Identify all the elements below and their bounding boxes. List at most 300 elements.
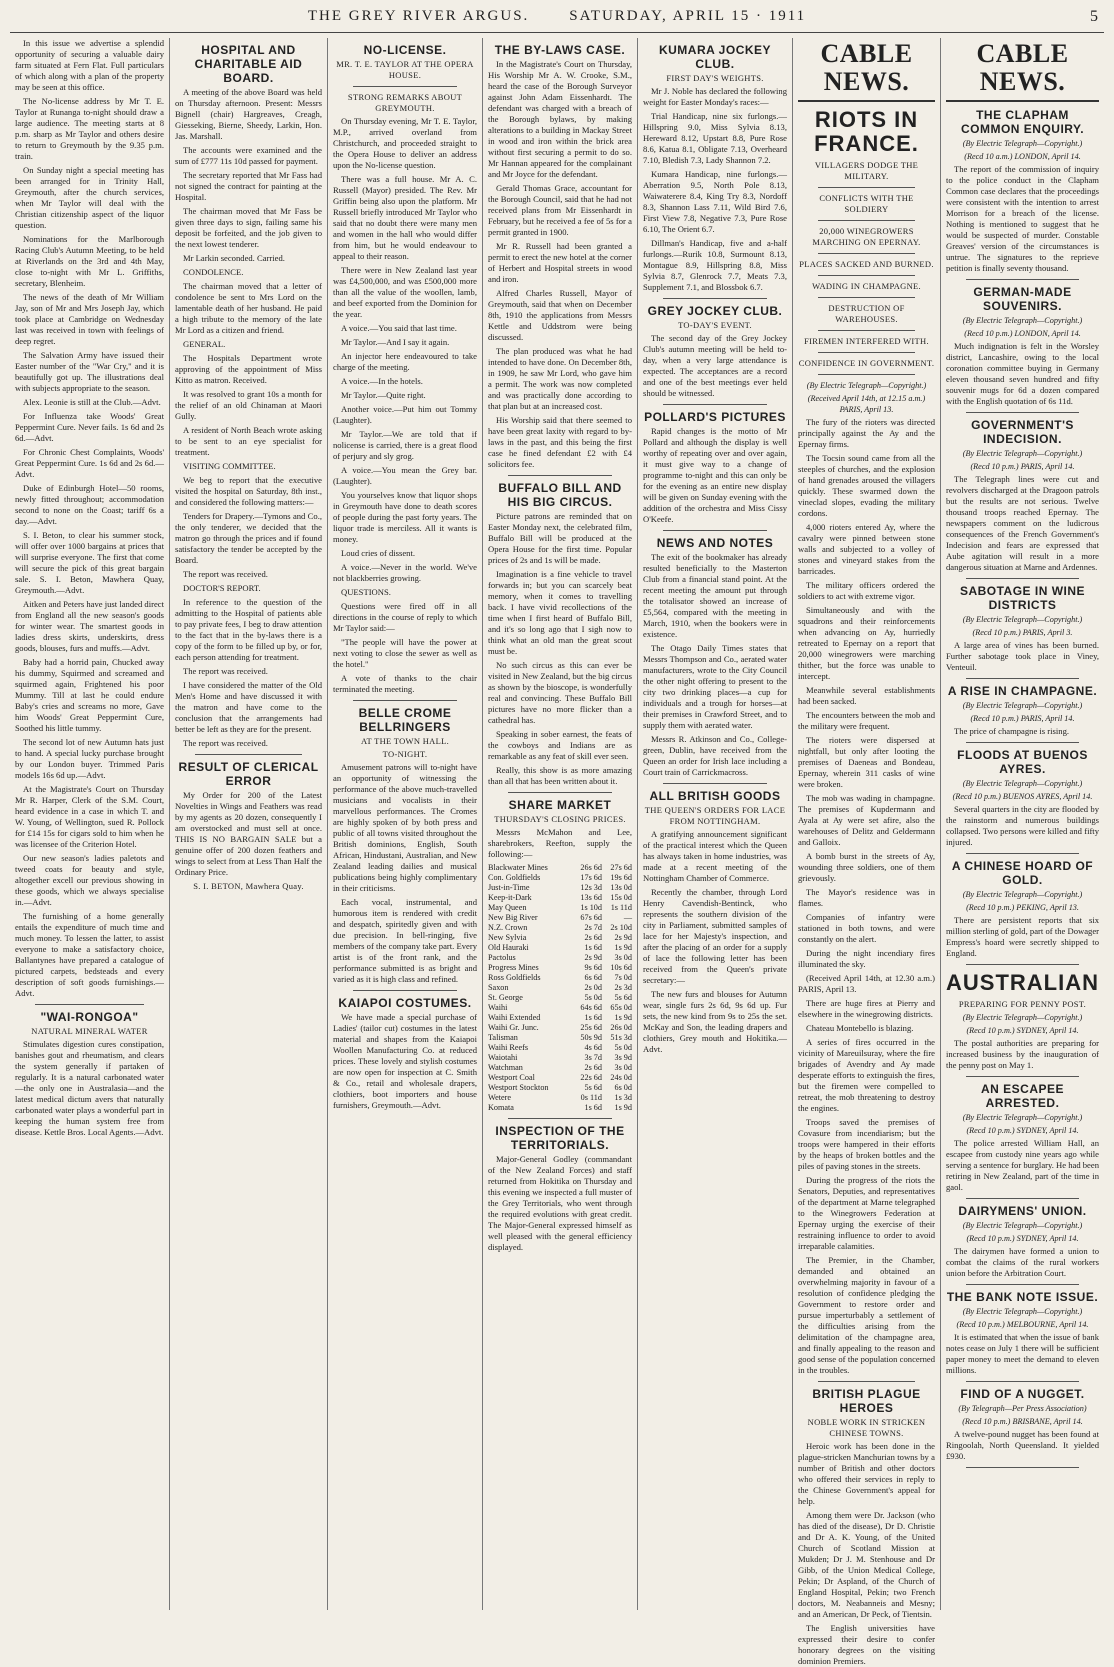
newspaper-title: THE GREY RIVER ARGUS. bbox=[307, 8, 530, 24]
table-row bbox=[488, 1013, 632, 1023]
cable-section-meta: (By Electric Telegraph—Copyright.) bbox=[962, 1307, 1083, 1316]
share-name: Wetere bbox=[488, 1093, 511, 1102]
divider bbox=[818, 297, 915, 298]
table-row bbox=[488, 993, 632, 1003]
article-paragraph: Among them were Dr. Jackson (who has died of the disease), Dr D. Christie and Dr A. K. Young, of the United Church of Scotland Mission at Mukden; Dr J. M. Stenhouse and Dr Gibb, of the Union Medical College, Pekin; Dr Aspland, of the Church of England Hospital, Pekin; two French doctors, M. Neabanneis and Mesny; and an American, Dr Peck, of Tientsin. bbox=[798, 1510, 935, 1619]
article-paragraph: The Mayor's residence was in flames. bbox=[798, 887, 935, 908]
clerical-error-ad-text: My Order for 200 of the Latest Novelties in Wings and Feathers was read by my agents as 20 dozen, consequently I am overstocked and must sell at once. THIS IS NO BARGAIN SALE but a genuine offer of 200 dozen feathers and wings to select from at Less Than Half the Ordinary Price. bbox=[175, 790, 322, 877]
table-row bbox=[488, 1083, 632, 1093]
share-market-title: SHARE MARKET bbox=[508, 798, 612, 812]
riots-subheading: FIREMEN INTERFERED WITH. bbox=[804, 336, 929, 346]
divider bbox=[966, 964, 1079, 965]
buffalo-bill-title: BUFFALO BILL AND HIS BIG CIRCUS. bbox=[498, 481, 622, 509]
share-price: 26s 0d bbox=[610, 1023, 632, 1032]
share-price: 64s 6d bbox=[580, 1003, 602, 1012]
table-row bbox=[488, 953, 632, 963]
share-price: 17s 6d bbox=[580, 873, 602, 882]
table-row bbox=[488, 983, 632, 993]
issue-date: SATURDAY, APRIL 15 · 1911 bbox=[569, 8, 807, 24]
share-price: 2s 6d bbox=[584, 1063, 602, 1072]
cable-section-received: (Recd 10 p.m.) SYDNEY, April 14. bbox=[966, 1126, 1079, 1135]
article-paragraph: The Premier, in the Chamber, demanded and obtained an overwhelming majority in favour of a resolution of confidence pledging the Government to restore order and pursue imperturbably a settlement of the difficulties arising from the delimitation of the champagne area, and finally appealing to the reason and good sense of the population concerned in the troubles. bbox=[798, 1255, 935, 1375]
kaiapoi-title: KAIAPOI COSTUMES. bbox=[338, 996, 472, 1010]
article-paragraph: Mr J. Noble has declared the following weight for Easter Monday's races:— bbox=[643, 86, 787, 107]
table-row bbox=[488, 1033, 632, 1043]
column-7 bbox=[940, 38, 1104, 1610]
article-paragraph: Simultaneously and with the squadrons and their reinforcements when advancing on Ay, hurriedly retreated to Epernay on a report that 20,000 winegrowers were marching thither, but the force was unable to intercept. bbox=[798, 605, 935, 681]
article-paragraph: Recently the chamber, through Lord Henry Cavendish-Bentinck, who represents the southern division of the city in Parliament, submitted samples of lace for her Majesty's inspection, and after the placing of an order for a supply of lace the following letter has been received from the Queen's private secretary:— bbox=[643, 887, 787, 985]
no-license-subtitle-1: MR. T. E. TAYLOR AT THE OPERA HOUSE. bbox=[336, 59, 474, 80]
cable-section-received: (Recd 10 p.m.) PEKING, April 13. bbox=[966, 903, 1079, 912]
share-price: 2s 9d bbox=[584, 953, 602, 962]
article-paragraph: A voice.—In the hotels. bbox=[341, 376, 423, 386]
article-paragraph: A resident of North Beach wrote asking to be sent to an eye specialist for treatment. bbox=[175, 425, 322, 457]
share-name: Waiotahi bbox=[488, 1053, 518, 1062]
share-price: 2s 6d bbox=[584, 933, 602, 942]
share-name: Blackwater Mines bbox=[488, 863, 548, 872]
article-paragraph: The fury of the rioters was directed principally against the Ay and the Epernay firms. bbox=[798, 417, 935, 449]
share-price: 1s 6d bbox=[584, 1103, 602, 1112]
article-paragraph: Rapid changes is the motto of Mr Pollard and although the display is well worthy of repeating over and over again, it must give way to a change of programme to-night and this can only be for the evening as an entire new display will be given on Sunday evening with the addition of the orchestra and Miss Cissy O'Keefe. bbox=[643, 426, 787, 524]
article-paragraph: Messrs R. Atkinson and Co., College-green, Dublin, have received from the Queen an order for Irish lace including a Court train of Carrickmacross. bbox=[643, 734, 787, 777]
cable-section-meta: (By Electric Telegraph—Copyright.) bbox=[962, 615, 1083, 624]
share-name: Waihi bbox=[488, 1003, 508, 1012]
article-paragraph: 4,000 rioters entered Ay, where the cavalry were pinned between stone walls and subjected to a volley of stones and vineyard stakes from the barricades. bbox=[798, 522, 935, 576]
wai-rongoa-ad-text: Stimulates digestion cures constipation, banishes gout and rheumatism, and clears the system generally if partaken of regularly. It is a natural carbonated water—the only one in Australasia—and the latest medical dictum avers that naturally carbonated water plays a wonderful part in keeping the human system free from disease. Kettle Bros. Local Agents.—Advt. bbox=[15, 1039, 164, 1137]
share-name: Komata bbox=[488, 1103, 514, 1112]
cable-section-received: (Recd 10 p.m.) SYDNEY, April 14. bbox=[966, 1234, 1079, 1243]
article-paragraph: The chairman moved that Mr Fass be given three days to sign, failing same his deposit be forfeited, and the job given to the next lowest tenderer. bbox=[175, 206, 322, 249]
article-paragraph: The secretary reported that Mr Fass had not signed the contract for painting at the Hospital. bbox=[175, 170, 322, 202]
share-price: 3s 0d bbox=[614, 1063, 632, 1072]
plague-heroes-title: BRITISH PLAGUE HEROES bbox=[812, 1387, 921, 1415]
share-price: 2s 9d bbox=[614, 933, 632, 942]
article-paragraph: Chateau Montebello is blazing. bbox=[806, 1023, 914, 1033]
share-name: St. George bbox=[488, 993, 523, 1002]
article-paragraph: I have considered the matter of the Old Men's Home and have discussed it with the matron and have come to the conclusion that the arrangements had better be left as they are for the present. bbox=[175, 680, 322, 734]
table-row bbox=[488, 923, 632, 933]
divider bbox=[966, 1467, 1079, 1468]
cable-section-text: There are persistent reports that six million sterling of gold, part of the Dowager Empress's hoard were secretly shipped to England. bbox=[946, 915, 1099, 958]
riots-subheading: CONFIDENCE IN GOVERNMENT. bbox=[798, 358, 935, 368]
divider bbox=[818, 220, 915, 221]
article-paragraph: Troops saved the premises of Covasure from incendiarism; but the troops were hampered in their efforts by the heaps of broken bottles and the piles of paving stones in the streets. bbox=[798, 1117, 935, 1171]
share-name: Westport Coal bbox=[488, 1073, 535, 1082]
cable-section-text: The report of the commission of inquiry to the police conduct in the Clapham Common case declares that the proceedings were consistent with the intention to arrest Morrison for a breach of the license. Nothing is mentioned to suggest that he would be suspected of murder. Constable Greaves' version of the circumstances is untrue. The signatures to the reprieve petition is finally seventy thousand. bbox=[946, 164, 1099, 273]
riots-subheading: DESTRUCTION OF WAREHOUSES. bbox=[828, 303, 905, 324]
article-paragraph: It was resolved to grant 10s a month for the relief of an old Chinaman at Maori Gully. bbox=[175, 389, 322, 421]
riots-title: RIOTS IN FRANCE. bbox=[814, 107, 919, 156]
cable-section-meta: (By Telegraph—Per Press Association) bbox=[958, 1404, 1087, 1413]
share-price: 1s 11d bbox=[610, 903, 632, 912]
article-paragraph: A voice.—You mean the Grey bar. (Laughter). bbox=[333, 465, 477, 486]
cable-section-received: (Recd 10 p.m.) LONDON, April 14. bbox=[964, 329, 1081, 338]
no-license-subtitle-2: STRONG REMARKS ABOUT GREYMOUTH. bbox=[347, 92, 463, 113]
cable-section-received: (Recd 10 p.m.) PARIS, April 3. bbox=[972, 628, 1073, 637]
share-table bbox=[488, 863, 632, 1113]
table-row bbox=[488, 933, 632, 943]
article-paragraph: His Worship said that there seemed to have been great laxity with regard to by-laws in the past, and this being the first case he fined defendant £2 with £4 solicitors fee. bbox=[488, 415, 632, 469]
share-price: 27s 6d bbox=[610, 863, 632, 872]
grey-jockey-subtitle: TO-DAY'S EVENT. bbox=[678, 320, 752, 330]
cable-section-text: The dairymen have formed a union to combat the claims of the rural workers union before the Arbitration Court. bbox=[946, 1246, 1099, 1278]
cable-section-text: A large area of vines has been burned. Further sabotage took place in Viney, Venteuil. bbox=[946, 640, 1099, 672]
article-paragraph: The military officers ordered the soldiers to act with extreme vigor. bbox=[798, 580, 935, 601]
article-paragraph: During the night incendiary fires illuminated the sky. bbox=[798, 948, 935, 969]
column-4 bbox=[482, 38, 637, 1610]
share-price: 12s 3d bbox=[580, 883, 602, 892]
divider bbox=[818, 275, 915, 276]
share-price: 51s 3d bbox=[610, 1033, 632, 1042]
share-name: May Queen bbox=[488, 903, 527, 912]
share-name: Waihi Extended bbox=[488, 1013, 541, 1022]
article-paragraph: For Chronic Chest Complaints, Woods' Great Peppermint Cure. 1s 6d and 2s 6d.—Advt. bbox=[15, 447, 164, 479]
article-paragraph: Dillman's Handicap, five and a-half furlongs.—Rurik 10.8, Surmount 8.13, Montague 8.9, Hillspring 8.8, Miss Sylvia 8.7, Glenrock 7.7, Meats 7.3, Supplement 7.1, and Blossbok 6.7. bbox=[643, 238, 787, 292]
share-name: Westport Stockton bbox=[488, 1083, 549, 1092]
article-paragraph: Tenders for Drapery.—Tymons and Co., the only tenderer, we decided that the matron go through the prices and if found satisfactory the tender be accepted by the Board. bbox=[175, 511, 322, 565]
cable-section-text: The police arrested William Hall, an escapee from custody nine years ago while serving a sentence for burglary. He had been retiring in New Zealand, part of the time in gaol. bbox=[946, 1138, 1099, 1192]
article-paragraph: Meanwhile several establishments had been sacked. bbox=[798, 685, 935, 706]
table-row bbox=[488, 1053, 632, 1063]
share-name: New Sylvia bbox=[488, 933, 527, 942]
cable-section-meta: (By Electric Telegraph—Copyright.) bbox=[962, 1013, 1083, 1022]
share-price: 19s 6d bbox=[610, 873, 632, 882]
riots-subheading: VILLAGERS DODGE THE MILITARY. bbox=[814, 160, 919, 181]
cable-section-title: SABOTAGE IN WINE DISTRICTS bbox=[959, 584, 1086, 612]
article-paragraph: The accounts were examined and the sum of £777 11s 10d passed for payment. bbox=[175, 145, 322, 166]
article-paragraph: There were in New Zealand last year was £4,500,000, and was £500,000 more than all the value of the woollen, lamb, and beef exported from the Dominion for the year. bbox=[333, 265, 477, 319]
share-price: 1s 6d bbox=[584, 943, 602, 952]
cable-section-text: The price of champagne is rising. bbox=[954, 726, 1070, 736]
article-paragraph: The exit of the bookmaker has already resulted beneficially to the Masterton Club from a financial stand point. At the recent meeting the amount put through the totalisator showed an increase of £5,564, compared with the meeting in March, 1910, when the bookers were in existence. bbox=[643, 552, 787, 639]
cable-section-text: The Telegraph lines were cut and revolvers discharged at the Dragoon patrols but the results are not serious. Twelve thousand troops reached Epernay. The newspapers comment on the ludicrous consequences of the French Government's Indecision and fears are expressed that Aube agitation will result in a more dangerous situation at Marne and Ardennes. bbox=[946, 474, 1099, 572]
table-row bbox=[488, 863, 632, 873]
kumara-jockey-subtitle: FIRST DAY'S WEIGHTS. bbox=[666, 73, 764, 83]
article-paragraph: In this issue we advertise a splendid opportunity of securing a valuable dairy farm situated at Fern Flat. Full particulars of which along with a plan of the property may be seen at this office. bbox=[15, 38, 164, 92]
cable-section-meta: (By Electric Telegraph—Copyright.) bbox=[962, 449, 1083, 458]
share-price: 5s 6d bbox=[614, 993, 632, 1002]
divider bbox=[966, 1198, 1079, 1199]
column-6 bbox=[792, 38, 940, 1666]
share-price: 5s 0d bbox=[614, 1043, 632, 1052]
cable-section-title: FLOODS AT BUENOS AYRES. bbox=[957, 748, 1088, 776]
cable-section-title: AUSTRALIAN bbox=[946, 970, 1099, 995]
article-paragraph: Aitken and Peters have just landed direct from England all the new season's goods for winter wear. The smartest goods in ladies dress skirts, underskirts, dress goods, blouses, furs and muffs.—Advt. bbox=[15, 599, 164, 653]
share-price: 50s 9d bbox=[580, 1033, 602, 1042]
article-paragraph: A meeting of the above Board was held on Thursday afternoon. Present: Messrs Bignell (chair) Hargreaves, Creagh, Giesseking, Bierne, Sheedy, Larkin, Hon. Jas. Marshall. bbox=[175, 87, 322, 141]
share-name: Watchman bbox=[488, 1063, 523, 1072]
share-name: Waihi Gr. Junc. bbox=[488, 1023, 539, 1032]
share-price: 2s 3d bbox=[614, 983, 632, 992]
share-market-intro: Messrs McMahon and Lee, sharebrokers, Reefton, supply the following:— bbox=[488, 827, 632, 859]
share-price: 5s 0d bbox=[584, 993, 602, 1002]
share-price: 0s 11d bbox=[580, 1093, 602, 1102]
pollards-title: POLLARD'S PICTURES bbox=[644, 410, 786, 424]
share-name: Waihi Reefs bbox=[488, 1043, 529, 1052]
article-paragraph: QUESTIONS. bbox=[341, 587, 391, 597]
clerical-error-ad-sign: S. I. BETON, Mawhera Quay. bbox=[193, 881, 304, 891]
cable-section-text: The postal authorities are preparing for increased business by the inauguration of the penny post on May 1. bbox=[946, 1038, 1099, 1070]
cable-section-text: Several quarters in the city are flooded by the rainstorm and numerous buildings collapsed. Two persons were killed and fifty injured. bbox=[946, 804, 1099, 847]
article-paragraph: In reference to the question of the admitting to the Hospital of patients able to pay private fees, I beg to draw attention to the fact that in the by-laws there is a copy of the form to be filled up by, or for, each person attending for treatment. bbox=[175, 597, 322, 662]
article-paragraph: Mr Taylor.—We are told that if nolicense is carried, there is a great flood of perjury and sly grog. bbox=[333, 429, 477, 461]
share-price: 5s 6d bbox=[584, 1083, 602, 1092]
article-paragraph: A series of fires occurred in the vicinity of Mareuilsuray, where the fire brigades of Avendry and Ay made desperate efforts to extinguish the fires, but the firemen were compelled to retreat, the mob threatening to destroy the engines. bbox=[798, 1037, 935, 1113]
share-price: 3s 9d bbox=[614, 1053, 632, 1062]
cable-section-title: FIND OF A NUGGET. bbox=[960, 1387, 1085, 1401]
kumara-jockey-title: KUMARA JOCKEY CLUB. bbox=[658, 43, 772, 71]
article-paragraph: Nominations for the Marlborough Racing Club's Autumn Meeting, to be held at Riverlands on the 3rd and 4th May, close to-night with Mr L. Griffiths, secretary, Blenheim. bbox=[15, 234, 164, 288]
divider bbox=[818, 330, 915, 331]
divider bbox=[966, 853, 1079, 854]
column-2 bbox=[169, 38, 327, 1610]
article-paragraph: An injector here endeavoured to take charge of the meeting. bbox=[333, 351, 477, 372]
cable-section-text: It is estimated that when the issue of bank notes cease on July 1 there will be sufficient paper money to meet the demand to eleven millions. bbox=[946, 1332, 1099, 1375]
article-paragraph: The mob was wading in champagne. The premises of Kupdermann and Ayala at Ay were set afire, also the warehouses of Delitz and Geldermann and Galloix. bbox=[798, 793, 935, 847]
article-paragraph: A vote of thanks to the chair terminated the meeting. bbox=[333, 673, 477, 694]
article-paragraph: Kumara Handicap, nine furlongs.—Aberration 9.5, North Pole 8.13, Waiwaterere 8.4, King Try 8.3, Nordoff 8.3, Shannon Lass 7.11, Wild Bird 7.6, First View 7.8, Negative 7.3, Pure Rose 6.10, The Orient 6.7. bbox=[643, 169, 787, 234]
table-row bbox=[488, 1003, 632, 1013]
article-paragraph: Heroic work has been done in the plague-stricken Manchurian towns by a number of British and other doctors who offered their services in reply to the Chinese Government's appeal for help. bbox=[798, 1441, 935, 1506]
article-paragraph: Imagination is a fine vehicle to travel forwards in; but you can scarcely beat memory, when it comes to travelling back. I have vivid recollections of the time when I first heard of Buffalo Bill, and it's so long ago that I sigh now to think what an old man the great scout must be. bbox=[488, 569, 632, 656]
article-paragraph: Picture patrons are reminded that on Easter Monday next, the celebrated film, Buffalo Bill will be produced at the Opera House for the first time. Popular prices of 2s and 1s will be made. bbox=[488, 511, 632, 565]
cable-section-meta: (By Electric Telegraph—Copyright.) bbox=[962, 779, 1083, 788]
divider bbox=[966, 578, 1079, 579]
share-price: 1s 9d bbox=[614, 1103, 632, 1112]
table-row bbox=[488, 943, 632, 953]
article-paragraph: Each vocal, instrumental, and humorous item is rendered with credit and despatch, spiritedly given and with due precision. In bell-ringing, five members of the company take part. Every artist is of the front rank, and the performance submitted is as bright and varied as it is high class and refined. bbox=[333, 897, 477, 984]
cable-section-title: GERMAN-MADE SOUVENIRS. bbox=[973, 285, 1072, 313]
cable-section-meta: (By Electric Telegraph—Copyright.) bbox=[962, 1113, 1083, 1122]
cable-section-title: THE CLAPHAM COMMON ENQUIRY. bbox=[960, 108, 1085, 136]
share-price: 26s 6d bbox=[580, 863, 602, 872]
article-paragraph: The report was received. bbox=[183, 666, 268, 676]
article-paragraph: The plan produced was what he had intended to have done. On December 8th, in 1909, he saw Mr Lord, who gave him a permit. The work was now completed and was practically done according to that plan but at an increased cost. bbox=[488, 346, 632, 411]
table-row bbox=[488, 1023, 632, 1033]
article-paragraph: The news of the death of Mr William Jay, son of Mr and Mrs Joseph Jay, which took place at Cambridge on Wednesday last was received in town with feelings of deep regret. bbox=[15, 292, 164, 346]
riots-received: (Received April 14th, at 12.15 a.m.) PARIS, April 13. bbox=[807, 394, 926, 414]
cable-section-subtitle: PREPARING FOR PENNY POST. bbox=[958, 999, 1087, 1009]
share-name: Talisman bbox=[488, 1033, 518, 1042]
cable-section-title: A RISE IN CHAMPAGNE. bbox=[947, 684, 1098, 698]
divider bbox=[818, 352, 915, 353]
share-price: 1s 10d bbox=[580, 903, 602, 912]
article-paragraph: GENERAL. bbox=[183, 339, 226, 349]
article-paragraph: CONDOLENCE. bbox=[183, 267, 244, 277]
riots-subheading: WADING IN CHAMPAGNE. bbox=[812, 281, 921, 291]
cable-section-title: DAIRYMENS' UNION. bbox=[958, 1204, 1087, 1218]
share-name: Ross Goldfields bbox=[488, 973, 541, 982]
share-name: Just-in-Time bbox=[488, 883, 530, 892]
article-paragraph: Really, this show is as more amazing than all that has been written about it. bbox=[488, 765, 632, 786]
divider bbox=[966, 412, 1079, 413]
territorials-title: INSPECTION OF THE TERRITORIALS. bbox=[495, 1124, 625, 1152]
article-paragraph: The chairman moved that a letter of condolence be sent to Mrs Lord on the lamentable death of her husband. He paid a high tribute to the memory of the late Mr Lord as a citizen and friend. bbox=[175, 281, 322, 335]
grey-jockey-title: GREY JOCKEY CLUB. bbox=[647, 304, 783, 318]
share-price: 65s 0d bbox=[610, 1003, 632, 1012]
article-paragraph: Mr Taylor.—And I say it again. bbox=[341, 337, 450, 347]
table-row bbox=[488, 903, 632, 913]
article-paragraph: A gratifying announcement significant of the practical interest which the Queen has always taken in home industries, was made at a recent meeting of the Nottingham Chamber of Commerce. bbox=[643, 829, 787, 883]
article-paragraph: No such circus as this can ever be visited in New Zealand, but the big circus as shown by the bioscope, is wonderfully real and convincing. These Buffalo Bill pictures have no more flicker than a cathedral has. bbox=[488, 660, 632, 725]
article-paragraph: The Tocsin sound came from all the steeples of churches, and the explosion of hand grenades aroused the villagers quickly. These swarmed down the vineclad slopes, evading the military cordons. bbox=[798, 453, 935, 518]
wai-rongoa-ad-subtitle: NATURAL MINERAL WATER bbox=[31, 1026, 148, 1036]
riots-subheading: 20,000 WINEGROWERS MARCHING ON EPERNAY. bbox=[812, 226, 921, 247]
article-paragraph: Mr Larkin seconded. Carried. bbox=[183, 253, 285, 263]
article-paragraph: Major-General Godley (commandant of the New Zealand Forces) and staff returned from Hokitika on Thursday and this evening we inspected a full muster of the Grey Territorials, who went through the required evolutions with great credit. The Major-General expressed himself as well pleased with the general efficiency displayed. bbox=[488, 1154, 632, 1252]
article-paragraph: Alfred Charles Russell, Mayor of Greymouth, said that when on December 8th, 1910 the applications from Messrs Kettle and Uddstrom were being discussed. bbox=[488, 288, 632, 342]
wai-rongoa-ad-title: "WAI-RONGOA" bbox=[40, 1010, 139, 1024]
article-paragraph: The Salvation Army have issued their Easter number of the "War Cry," and it is beautifully got up. The illustrations deal with subjects appropriate to the season. bbox=[15, 350, 164, 393]
cable-section-received: (Recd 10 p.m.) SYDNEY, April 14. bbox=[966, 1026, 1079, 1035]
article-paragraph: The furnishing of a home generally entails the expenditure of much time and much money. To lessen the latter, to assist everyone to make a satisfactory choice, Ballantynes have prepared a catalogue of pictured carpets, bedsteads and every description of soft goods furnishings.—Advt. bbox=[15, 911, 164, 998]
share-price: 2s 0d bbox=[584, 983, 602, 992]
article-paragraph: The second lot of new Autumn hats just to hand. A special lucky purchase brought by our London buyer. Trimmed Paris models 16s 6d up.—Advt. bbox=[15, 737, 164, 780]
article-paragraph: Amusement patrons will to-night have an opportunity of witnessing the performance of the above much-travelled musicians and vocalists in their marvellous performances. The Cromes are highly spoken of by both press and public of all towns visited throughout the British dominions, English, South African, Hindustani, Australian, and New Zealand leading dailies and musical publications being highly complimentary in their criticisms. bbox=[333, 762, 477, 893]
article-paragraph: On Sunday night a special meeting has been arranged for in Trinity Hall, Greymouth, after the church services, when Mr Taylor will deal with the Christian citizenship aspect of the liquor question. bbox=[15, 165, 164, 230]
page-number: 5 bbox=[1090, 8, 1100, 25]
bellringers-subtitle: AT THE TOWN HALL. bbox=[360, 736, 450, 746]
article-paragraph: Baby had a horrid pain, Chucked away his dummy, Squirmed and screamed and squirmed again, Frightened his poor Mummy. Till at last he could endure Baby's cries and screams no more, Gave him Woods' Great Peppermint Cure, Soothed his little tummy. bbox=[15, 657, 164, 733]
divider bbox=[818, 374, 915, 375]
share-price: 2s 10d bbox=[610, 923, 632, 932]
share-price: — bbox=[623, 913, 632, 922]
share-price: 10s 6d bbox=[610, 963, 632, 972]
divider bbox=[966, 1381, 1079, 1382]
article-paragraph: The report was received. bbox=[183, 569, 268, 579]
share-price: 24s 0d bbox=[610, 1073, 632, 1082]
share-name: N.Z. Crown bbox=[488, 923, 528, 932]
article-paragraph: Questions were fired off in all directions in the course of reply to which Mr Taylor said:— bbox=[333, 601, 477, 633]
article-paragraph: We beg to report that the executive visited the hospital on Saturday, 8th inst., and considered the following matters:— bbox=[175, 475, 322, 507]
cable-news-banner-left: CABLE NEWS. bbox=[798, 40, 935, 102]
cable-section-received: (Recd 10 p.m.) BRISBANE, April 14. bbox=[962, 1417, 1083, 1426]
article-paragraph: There was a full house. Mr A. C. Russell (Mayor) presided. The Rev. Mr Griffin being also upon the platform. Mr Russell briefly introduced Mr Taylor who said that no doubt there were many men and women in the hall who would differ from him, but he would endeavour to appeal to their reason. bbox=[333, 174, 477, 261]
cable-section-text: A twelve-pound nugget has been found at Ringoolah, North Queensland. It yielded £930. bbox=[946, 1429, 1099, 1461]
article-paragraph: The Hospitals Department wrote approving of the appointment of Miss Kitto as matron. Received. bbox=[175, 353, 322, 385]
share-price: 22s 6d bbox=[580, 1073, 602, 1082]
table-row bbox=[488, 1103, 632, 1113]
table-row bbox=[488, 1093, 632, 1103]
hospital-board-title: HOSPITAL AND CHARITABLE AID BOARD. bbox=[194, 43, 303, 85]
article-paragraph: There are huge fires at Pierry and elsewhere in the winegrowing districts. bbox=[798, 998, 935, 1019]
article-paragraph: The English universities have expressed their desire to confer honorary degrees on the visiting dominion Premiers. bbox=[798, 1623, 935, 1666]
share-name: New Big River bbox=[488, 913, 538, 922]
share-price: 4s 6d bbox=[584, 1043, 602, 1052]
cable-section-received: (Recd 10 p.m.) PARIS, April 14. bbox=[970, 714, 1075, 723]
news-notes-title: NEWS AND NOTES bbox=[656, 536, 774, 550]
table-row bbox=[488, 1043, 632, 1053]
share-price: 13s 0d bbox=[610, 883, 632, 892]
share-name: Con. Goldfields bbox=[488, 873, 541, 882]
cable-section-meta: (By Electric Telegraph—Copyright.) bbox=[962, 890, 1083, 899]
article-paragraph: The No-license address by Mr T. E. Taylor at Runanga to-night should draw a large audience. The meeting starts at 8 p.m. sharp as Mr Taylor and others desire to return to Greymouth by the 9.35 p.m. train. bbox=[15, 96, 164, 161]
table-row bbox=[488, 973, 632, 983]
cable-section-title: AN ESCAPEE ARRESTED. bbox=[980, 1082, 1065, 1110]
cable-news-banner-right: CABLE NEWS. bbox=[946, 40, 1099, 102]
article-paragraph: Trial Handicap, nine six furlongs.—Hillspring 9.0, Miss Sylvia 8.13, Hereward 8.12, Upstart 8.8, Pure Rose 8.6, Katua 8.1, Obligate 7.13, Overheard 7.10, Bledish 7.3, Lady Shannon 7.2. bbox=[643, 111, 787, 165]
share-price: 13s 6d bbox=[580, 893, 602, 902]
british-goods-subtitle: THE QUEEN'S ORDERS FOR LACE FROM NOTTINGHAM. bbox=[644, 805, 786, 826]
cable-section-title: A CHINESE HOARD OF GOLD. bbox=[951, 859, 1094, 887]
share-price: 3s 0d bbox=[614, 953, 632, 962]
share-price: 1s 9d bbox=[614, 943, 632, 952]
table-row bbox=[488, 1073, 632, 1083]
share-price: 7s 0d bbox=[614, 973, 632, 982]
article-paragraph: VISITING COMMITTEE. bbox=[183, 461, 276, 471]
clerical-error-ad-title: RESULT OF CLERICAL ERROR bbox=[178, 760, 319, 788]
table-row bbox=[488, 913, 632, 923]
no-license-title: NO-LICENSE. bbox=[363, 43, 447, 57]
share-name: Progress Mines bbox=[488, 963, 539, 972]
plague-heroes-subtitle: NOBLE WORK IN STRICKEN CHINESE TOWNS. bbox=[807, 1417, 926, 1438]
article-paragraph: The report was received. bbox=[183, 738, 268, 748]
riots-subheading: PLACES SACKED AND BURNED. bbox=[799, 259, 934, 269]
article-paragraph: The second day of the Grey Jockey Club's autumn meeting will be held to-day, when a very large attendance is expected. The acceptances are a record and one of the best meetings ever held should be witnessed. bbox=[643, 333, 787, 398]
share-price: 67s 6d bbox=[580, 913, 602, 922]
masthead bbox=[10, 8, 1104, 33]
column-1 bbox=[10, 38, 169, 1610]
cable-section-title: GOVERNMENT'S INDECISION. bbox=[971, 418, 1074, 446]
british-goods-title: ALL BRITISH GOODS bbox=[649, 789, 781, 803]
divider bbox=[966, 742, 1079, 743]
article-paragraph: Gerald Thomas Grace, accountant for the Borough Council, said that he had not received plans from Mr Eissenhardt in February, but he received a fee of 5s for a permit granted in 1900. bbox=[488, 183, 632, 237]
cable-section-text: Much indignation is felt in the Worsley district, Lancashire, owing to the local coronation committee buying in Germany eleven thousand seven hundred and fifty souvenir mugs for 6d a dozen compared with the English quotation of 6s 11d. bbox=[946, 341, 1099, 406]
article-paragraph: Our new season's ladies paletots and tweed coats for beauty and style, altogether excell our previous showing in these goods, which we always specialise in.—Advt. bbox=[15, 853, 164, 907]
cable-section-received: (Recd 10 p.m.) MELBOURNE, April 14. bbox=[956, 1320, 1089, 1329]
share-name: Keep-it-Dark bbox=[488, 893, 532, 902]
share-price: 25s 6d bbox=[580, 1023, 602, 1032]
article-paragraph: In the Magistrate's Court on Thursday, His Worship Mr A. W. Crooke, S.M., heard the case of the Borough Surveyor against John Adam Eissenhardt. The defendant was charged with a breach of the Borough bylaws, by making alterations to a building in Mackay Street in wood and iron within the brick area without first securing a permit to do so. Mr Hannan appeared for the complainant and Mr Joyce for the defendant. bbox=[488, 59, 632, 179]
cable-section-title: THE BANK NOTE ISSUE. bbox=[946, 1290, 1099, 1304]
table-row bbox=[488, 963, 632, 973]
article-paragraph: (Received April 14th, at 12.30 a.m.) PARIS, April 13. bbox=[798, 973, 935, 994]
article-paragraph: S. I. Beton, to clear his summer stock, will offer over 1000 bargains at prices that will surprise everyone. The first that come will secure the pick of this great bargain sale. S. I. Beton, Mawhera Quay, Greymouth.—Advt. bbox=[15, 530, 164, 595]
share-name: Pactolus bbox=[488, 953, 516, 962]
share-price: 2s 7d bbox=[584, 923, 602, 932]
article-paragraph: The rioters were dispersed at nightfall, but only after looting the premises of Daeneas and Bondeau, Epernay, wherein 311 casks of wine were broken. bbox=[798, 735, 935, 789]
cable-section-meta: (By Electric Telegraph—Copyright.) bbox=[962, 139, 1083, 148]
article-paragraph: Speaking in sober earnest, the feats of the cowboys and Indians are as remarkable as any feat of skill ever seen. bbox=[488, 729, 632, 761]
article-paragraph: DOCTOR'S REPORT. bbox=[183, 583, 261, 593]
riots-meta: (By Electric Telegraph—Copyright.) bbox=[806, 381, 927, 390]
share-price: 15s 0d bbox=[610, 893, 632, 902]
article-paragraph: You yourselves know that liquor shops in Greymouth have done to death scores of people during the past forty years. The liquor trade is merciless. All it wants is money. bbox=[333, 490, 477, 544]
article-paragraph: Companies of infantry were stationed in both towns, and were constantly on the alert. bbox=[798, 912, 935, 944]
cable-section-received: (Recd 10 p.m.) PARIS, April 14. bbox=[970, 462, 1075, 471]
article-paragraph: Duke of Edinburgh Hotel—50 rooms, newly fitted throughout; accommodation second to none on the Coast; tariff 6s a day.—Advt. bbox=[15, 483, 164, 526]
article-paragraph: Loud cries of dissent. bbox=[341, 548, 415, 558]
article-paragraph: The Otago Daily Times states that Messrs Thompson and Co., aerated water manufacturers, wrote to the City Council the other night offering to present to the city two drinking places—a cup for individuals and a trough for horses—at their premises in Crawford Street, and to supply them with aerated water. bbox=[643, 643, 787, 730]
cable-section-meta: (By Electric Telegraph—Copyright.) bbox=[962, 701, 1083, 710]
bellringers-title: BELLE CROME BELLRINGERS bbox=[358, 706, 452, 734]
divider bbox=[966, 279, 1079, 280]
article-paragraph: On Thursday evening, Mr T. E. Taylor, M.P., arrived overland from Christchurch, and proceeded straight to the Opera House to deliver an address upon the No-license question. bbox=[333, 116, 477, 170]
riots-subheading: CONFLICTS WITH THE SOLDIERY bbox=[819, 193, 914, 214]
table-row bbox=[488, 1063, 632, 1073]
divider bbox=[966, 1284, 1079, 1285]
divider bbox=[966, 1076, 1079, 1077]
article-paragraph: Mr Taylor.—Quite right. bbox=[341, 390, 426, 400]
divider bbox=[818, 253, 915, 254]
article-paragraph: During the progress of the riots the Senators, Deputies, and representatives of the department at Marne telegraphed to the Winegrowers Federation at Epernay urging the exercise of their restraining influence to order to avoid irreparable calamities. bbox=[798, 1175, 935, 1251]
share-market-subtitle: THURSDAY'S CLOSING PRICES. bbox=[494, 814, 626, 824]
article-paragraph: We have made a special purchase of Ladies' (tailor cut) costumes in the latest material and shapes from the Kaiapoi Woollen Manufacturing Co. at reduced prices. These lovely and stylish costumes are now open for inspection at C. Smith & Co., retail and wholesale drapers, clothiers, boot importers and house furnishers, Greymouth.—Advt. bbox=[333, 1012, 477, 1110]
cable-section-meta: (By Electric Telegraph—Copyright.) bbox=[962, 316, 1083, 325]
article-paragraph: Another voice.—Put him out Tommy (Laughter). bbox=[333, 404, 477, 425]
bellringers-tonight: TO-NIGHT. bbox=[382, 749, 428, 759]
column-3 bbox=[327, 38, 482, 1610]
